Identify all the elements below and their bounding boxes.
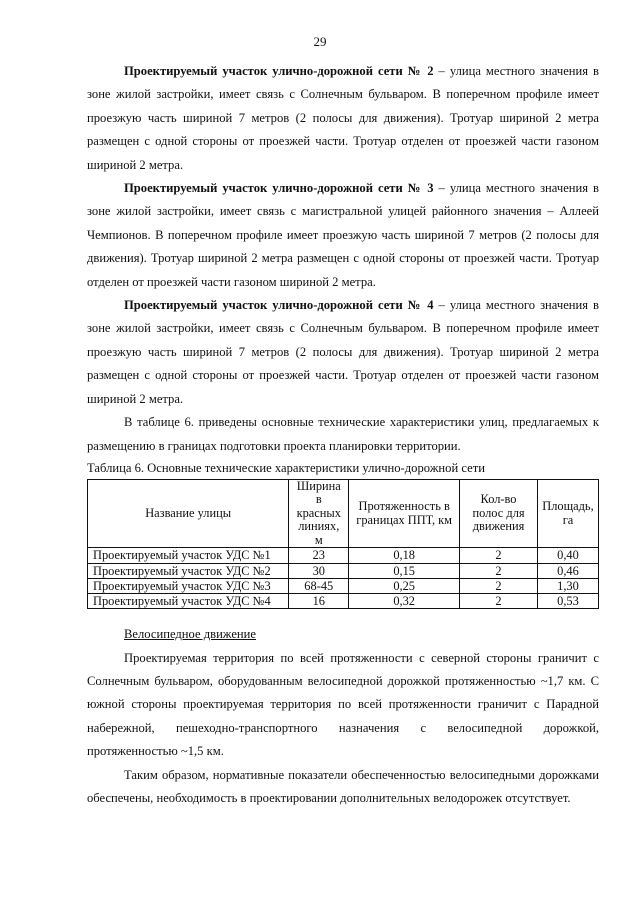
cell-lanes: 2 xyxy=(460,594,538,609)
cell-length: 0,15 xyxy=(349,563,460,578)
table-header-row xyxy=(88,479,599,548)
table-row xyxy=(88,594,599,609)
cell-length: 0,25 xyxy=(349,578,460,593)
table-row xyxy=(88,563,599,578)
cell-width: 16 xyxy=(289,594,349,609)
cell-lanes: 2 xyxy=(460,548,538,563)
table-row xyxy=(88,548,599,563)
cell-length: 0,18 xyxy=(349,548,460,563)
header-length: Протяженность в границах ППТ, км xyxy=(349,479,460,548)
cell-street-name: Проектируемый участок УДС №4 xyxy=(88,594,289,609)
header-street-name: Название улицы xyxy=(88,479,289,548)
cell-area: 1,30 xyxy=(537,578,598,593)
section-udn-2 xyxy=(87,60,599,177)
cell-width: 23 xyxy=(289,548,349,563)
section-text: – улица местного значения в зоне жилой застройки, имеет связь с Солнечным бульваром. В поперечном профиле имеет проезжую часть шириной 7 метров (2 полосы для движения). Тротуар шириной 2 метра размещен с одной стороны от проезжей части. Тротуар отделен от проезжей части газоном шириной 2 метра. xyxy=(87,64,600,172)
header-lanes: Кол-во полос для движения xyxy=(460,479,538,548)
cell-street-name: Проектируемый участок УДС №1 xyxy=(88,548,289,563)
cell-street-name: Проектируемый участок УДС №2 xyxy=(88,563,289,578)
cell-street-name: Проектируемый участок УДС №3 xyxy=(88,578,289,593)
header-area: Площадь, га xyxy=(537,479,598,548)
bicycle-heading: Велосипедное движение xyxy=(124,627,257,642)
section-title: Проектируемый участок улично-дорожной сети № 2 xyxy=(124,64,434,78)
bicycle-paragraph-2: Таким образом, нормативные показатели обеспеченностью велосипедными дорожками обеспечены, необходимость в проектировании дополнительных велодорожек отсутствует. xyxy=(87,767,599,806)
cell-lanes: 2 xyxy=(460,578,538,593)
cell-area: 0,53 xyxy=(537,594,598,609)
cell-lanes: 2 xyxy=(460,563,538,578)
cell-length: 0,32 xyxy=(349,594,460,609)
cell-area: 0,46 xyxy=(537,563,598,578)
section-udn-3 xyxy=(87,177,599,294)
section-text: – улица местного значения в зоне жилой застройки, имеет связь с Солнечным бульваром. В поперечном профиле имеет проезжую часть шириной 7 метров (2 полосы для движения). Тротуар шириной 2 метра размещен с одной стороны от проезжей части. Тротуар отделен от проезжей части газоном шириной 2 метра. xyxy=(87,298,600,406)
page-content xyxy=(87,60,599,810)
bicycle-paragraph-1: Проектируемая территория по всей протяженности с северной стороны граничит с Солнечным бульваром, оборудованным велосипедной дорожкой протяженностью ~1,7 км. С южной стороны проектируемая территория по всей протяженности граничит с Парадной набережной, пешеходно-транспортного назначения с велосипедной дорожкой, протяженностью ~1,5 км. xyxy=(87,650,599,759)
page-number: 29 xyxy=(313,34,327,49)
section-text: – улица местного значения в зоне жилой застройки, имеет связь с магистральной улицей районного значения – Аллеей Чемпионов. В поперечном профиле имеет проезжую часть шириной 7 метров (2 полосы для движения). Тротуар шириной 2 метра размещен с одной стороны от проезжей части. Тротуар отделен от проезжей части газоном шириной 2 метра. xyxy=(87,181,600,289)
table-caption: Таблица 6. Основные технические характеристики улично-дорожной сети xyxy=(87,460,485,475)
table-intro: В таблице 6. приведены основные технические характеристики улиц, предлагаемых к размещению в границах подготовки проекта планировки территории. xyxy=(87,415,599,453)
street-characteristics-table xyxy=(87,479,599,609)
cell-area: 0,40 xyxy=(537,548,598,563)
section-udn-4 xyxy=(87,294,599,411)
cell-width: 30 xyxy=(289,563,349,578)
table-row xyxy=(88,578,599,593)
cell-width: 68-45 xyxy=(289,578,349,593)
section-title: Проектируемый участок улично-дорожной сети № 4 xyxy=(124,298,434,313)
header-width: Ширина в красных линиях, м xyxy=(289,479,349,548)
section-title: Проектируемый участок улично-дорожной сети № 3 xyxy=(124,181,434,196)
